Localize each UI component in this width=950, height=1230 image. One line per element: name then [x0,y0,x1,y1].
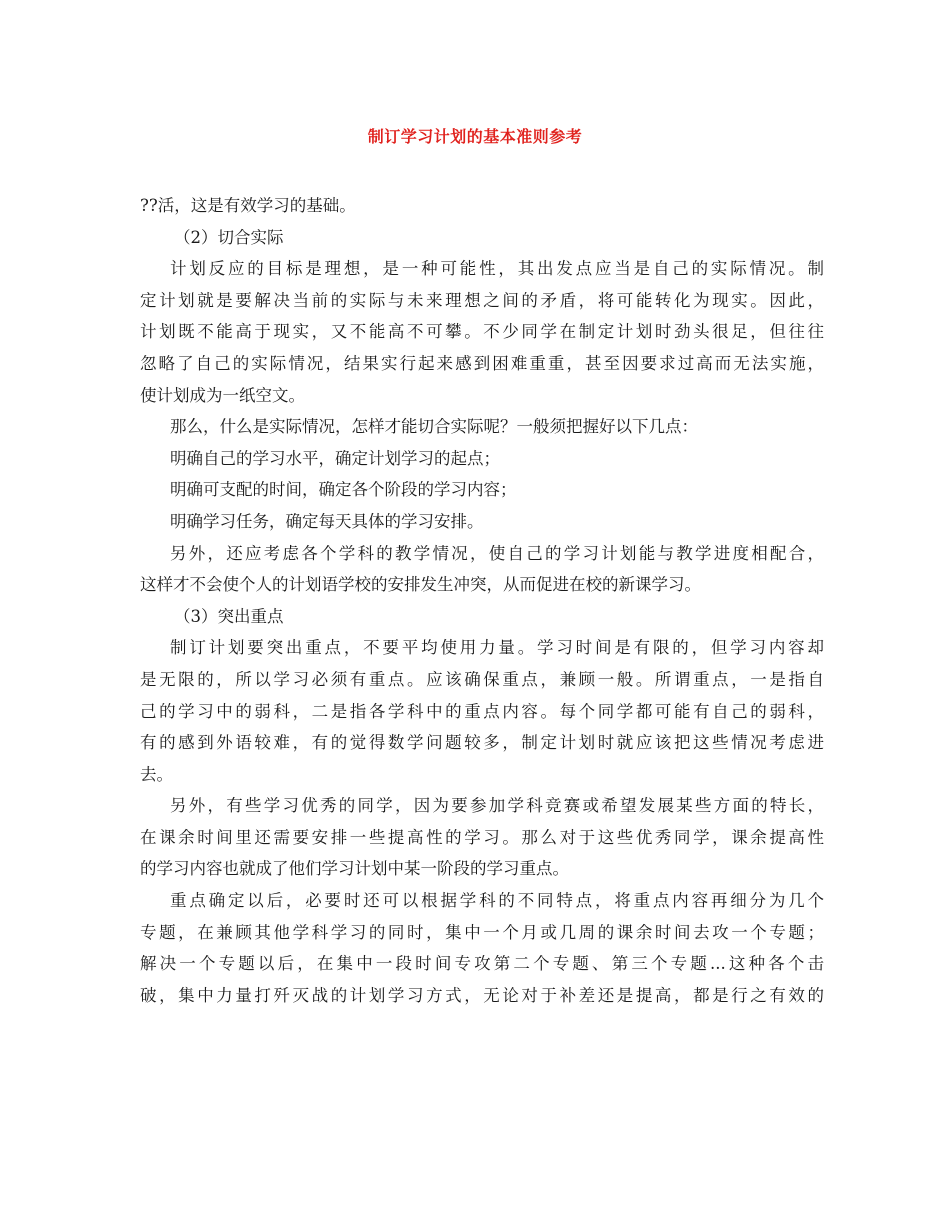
text-line: 在课余时间里还需要安排一些提高性的学习。那么对于这些优秀同学，课余提高性 [140,827,824,847]
text-line: 使计划成为一纸空文。 [140,385,305,405]
text-line: 计划反应的目标是理想，是一种可能性，其出发点应当是自己的实际情况。制 [170,259,824,279]
text-line: 有的感到外语较难，有的觉得数学问题较多，制定计划时就应该把这些情况考虑进 [140,733,824,753]
text-line: 是无限的，所以学习必须有重点。应该确保重点，兼顾一般。所谓重点，一是指自 [140,669,824,689]
section-heading: （3）突出重点 [174,606,284,626]
text-line: 忽略了自己的实际情况，结果实行起来感到困难重重，甚至因要求过高而无法实施， [140,353,824,373]
text-line: 己的学习中的弱科，二是指各学科中的重点内容。每个同学都可能有自己的弱科， [140,701,824,721]
document-title: 制订学习计划的基本准则参考 [367,127,583,146]
text-line: 重点确定以后，必要时还可以根据学科的不同特点，将重点内容再细分为几个 [170,891,824,911]
text-line: 那么，什么是实际情况，怎样才能切合实际呢？一般须把握好以下几点： [170,417,698,437]
text-line: 计划既不能高于现实，又不能高不可攀。不少同学在制定计划时劲头很足，但往往 [140,322,824,342]
section-heading: （2）切合实际 [174,227,284,247]
document-body [140,190,824,1011]
text-line: ??活，这是有效学习的基础。 [140,196,356,215]
text-line: 去。 [140,764,173,784]
list-item: 明确自己的学习水平，确定计划学习的起点； [170,448,500,468]
text-line: 解决一个专题以后，在集中一段时间专攻第二个专题、第三个专题...这种各个击 [140,954,824,974]
text-line: 专题，在兼顾其他学科学习的同时，集中一个月或几周的课余时间去攻一个专题； [140,922,824,942]
text-line: 破，集中力量打歼灭战的计划学习方式，无论对于补差还是提高，都是行之有效的 [140,985,824,1005]
text-line: 另外，有些学习优秀的同学，因为要参加学科竞赛或希望发展某些方面的特长， [170,796,824,816]
text-line: 这样才不会使个人的计划语学校的安排发生冲突，从而促进在校的新课学习。 [140,575,701,595]
list-item: 明确学习任务，确定每天具体的学习安排。 [170,511,484,531]
text-line: 的学习内容也就成了他们学习计划中某一阶段的学习重点。 [140,859,569,879]
text-line: 制订计划要突出重点，不要平均使用力量。学习时间是有限的，但学习内容却 [170,638,824,658]
list-item: 明确可支配的时间，确定各个阶段的学习内容； [170,480,517,500]
text-line: 定计划就是要解决当前的实际与未来理想之间的矛盾，将可能转化为现实。因此， [140,290,824,310]
text-line: 另外，还应考虑各个学科的教学情况，使自己的学习计划能与教学进度相配合， [170,543,824,563]
